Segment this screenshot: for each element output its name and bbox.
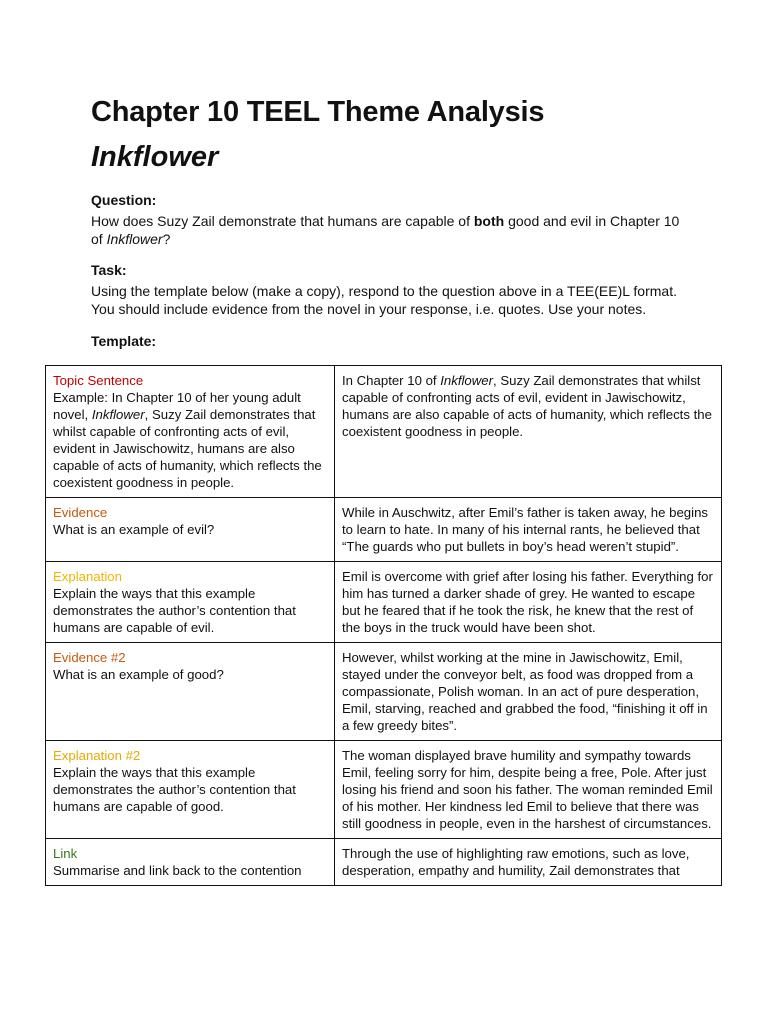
explanation-2-label: Explanation #2	[53, 748, 141, 763]
topic-sentence-prompt-cell	[46, 366, 335, 498]
task-line-2: You should include evidence from the novel in your response, i.e. quotes. Use your notes.	[91, 301, 647, 317]
question-book-title: Inkflower	[106, 231, 163, 247]
table-row	[46, 562, 722, 643]
evidence-2-prompt: What is an example of good?	[53, 667, 224, 682]
link-response-cell[interactable]: Through the use of highlighting raw emotions, such as love, desperation, empathy and humility, Zail demonstrates that	[335, 839, 722, 886]
question-text-part: good and evil in Chapter 10 of	[91, 213, 680, 247]
question-text-part: How does Suzy Zail demonstrate that humans are capable of	[91, 213, 474, 229]
explanation-prompt-cell	[46, 562, 335, 643]
question-heading: Question:	[91, 192, 157, 208]
prompt-book-title: Inkflower	[91, 407, 145, 422]
table-row	[46, 366, 722, 498]
question-section	[91, 191, 691, 248]
question-text	[91, 212, 691, 248]
evidence-label: Evidence	[53, 505, 108, 520]
table-row	[46, 643, 722, 741]
explanation-2-response-cell[interactable]: The woman displayed brave humility and sympathy towards Emil, feeling sorry for him, despite being a free, Pole. After just losing his friend and soon his father. The woman reminded Emil of his mother. Her kindness led Emil to believe that there was still goodness in people, even in the harshest of circumstances.	[335, 741, 722, 839]
evidence-2-prompt-cell	[46, 643, 335, 741]
explanation-label: Explanation	[53, 569, 122, 584]
evidence-prompt-cell	[46, 498, 335, 562]
template-heading: Template:	[91, 333, 157, 349]
response-book-title: Inkflower	[440, 373, 494, 388]
topic-sentence-response-cell[interactable]	[335, 366, 722, 498]
response-text-part: , Suzy Zail demonstrates that whilst capable of confronting acts of evil, evident in Jawischowitz, humans are also capable of acts of humanity, which reflects the coexistent goodness in people.	[342, 373, 712, 439]
prompt-text-part: Example: In Chapter 10 of her young adult novel,	[53, 390, 301, 422]
task-heading: Task:	[91, 262, 127, 278]
page-title: Chapter 10 TEEL Theme Analysis	[91, 96, 545, 128]
evidence-2-response-cell[interactable]: However, whilst working at the mine in Jawischowitz, Emil, stayed under the conveyor belt, as food was dropped from a compassionate, Polish woman. In an act of pure desperation, Emil, starving, reached and grabbed the food, “finishing it off in a few greedy bites”.	[335, 643, 722, 741]
link-label: Link	[53, 846, 78, 861]
question-text-part: ?	[162, 231, 171, 247]
explanation-2-prompt-cell	[46, 741, 335, 839]
prompt-text-part: , Suzy Zail demonstrates that whilst capable of confronting acts of evil, evident in Jawischowitz, humans are also capable of acts of humanity, which reflects the coexistent goodness in people.	[53, 407, 322, 490]
explanation-response-cell[interactable]: Emil is overcome with grief after losing his father. Everything for him has turned a darker shade of grey. He wanted to escape but he feared that if he took the risk, he knew that the rest of the boys in the truck would have been shot.	[335, 562, 722, 643]
template-section	[91, 332, 691, 353]
link-prompt: Summarise and link back to the contention	[53, 863, 302, 878]
evidence-response-cell[interactable]: While in Auschwitz, after Emil’s father is taken away, he begins to learn to hate. In many of his internal rants, he believed that “The guards who put bullets in boy’s head weren’t stupid”.	[335, 498, 722, 562]
question-bold-word: both	[473, 213, 505, 229]
response-text-part: In Chapter 10 of	[342, 373, 441, 388]
teel-table	[45, 365, 722, 886]
topic-sentence-label: Topic Sentence	[53, 373, 144, 388]
table-row	[46, 498, 722, 562]
task-section	[91, 261, 691, 318]
link-prompt-cell	[46, 839, 335, 886]
evidence-prompt: What is an example of evil?	[53, 522, 215, 537]
explanation-2-prompt: Explain the ways that this example demonstrates the author’s contention that humans are capable of good.	[53, 765, 296, 814]
table-row	[46, 839, 722, 886]
table-row	[46, 741, 722, 839]
evidence-2-label: Evidence #2	[53, 650, 126, 665]
book-title: Inkflower	[91, 141, 219, 173]
topic-sentence-prompt	[53, 390, 322, 490]
task-line-1: Using the template below (make a copy), respond to the question above in a TEE(EE)L format.	[91, 283, 677, 299]
explanation-prompt: Explain the ways that this example demonstrates the author’s contention that humans are capable of evil.	[53, 586, 296, 635]
